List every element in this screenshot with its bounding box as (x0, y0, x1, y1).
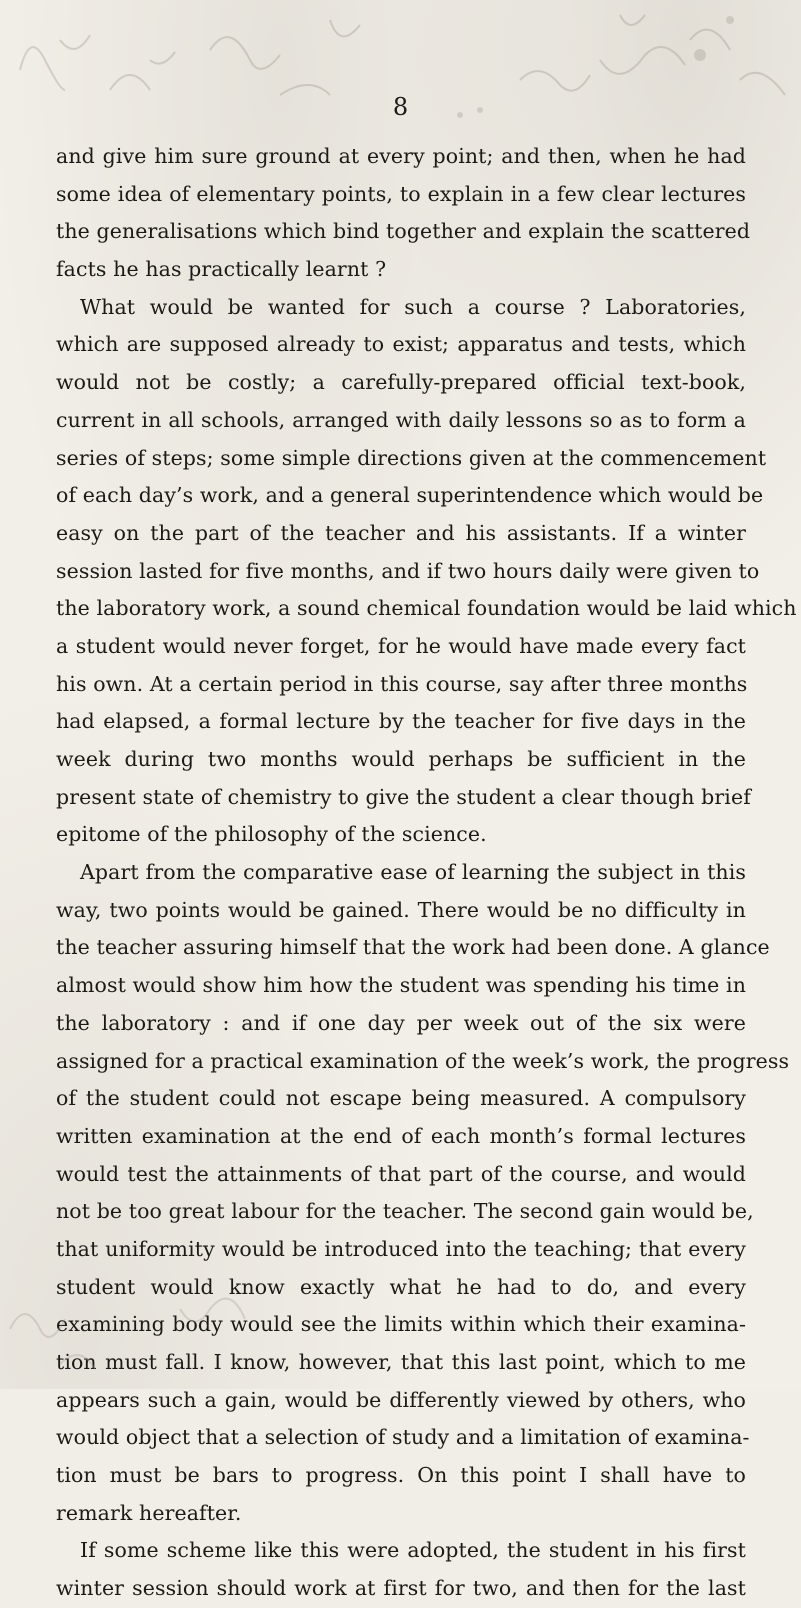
text-line: which are supposed already to exist; apparatus and tests, which (56, 332, 746, 357)
text-line: examining body would see the limits within which their examina- (56, 1312, 746, 1337)
text-line: present state of chemistry to give the student a clear though brief (56, 784, 751, 809)
text-line: tion must fall. I know, however, that this last point, which to me (56, 1350, 746, 1374)
body-text (56, 138, 797, 1608)
text-line: epitome of the philosophy of the science. (56, 822, 487, 847)
text-line: had elapsed, a formal lecture by the teacher for five days in the (56, 709, 746, 734)
text-line: What would be wanted for such a course ? Laboratories, (80, 294, 746, 319)
text-line: the laboratory : and if one day per week out of the six were (56, 1010, 746, 1035)
text-line: not be too great labour for the teacher. The second gain would be, (56, 1199, 754, 1224)
text-line: almost would show him how the student was spending his time in (56, 973, 746, 998)
text-line: written examination at the end of each month’s formal lectures (56, 1123, 746, 1148)
text-line: session lasted for five months, and if two hours daily were given to (56, 558, 760, 583)
text-line: student would know exactly what he had to do, and every (56, 1274, 746, 1299)
text-line: tion must be bars to progress. On this point I shall have to (56, 1463, 746, 1488)
text-line: would test the attainments of that part of the course, and would (56, 1161, 746, 1186)
text-line: the teacher assuring himself that the work had been done. A glance (56, 935, 770, 960)
page-number: 8 (392, 93, 409, 121)
text-line: the laboratory work, a sound chemical foundation would be laid which (56, 596, 797, 621)
text-line: winter session should work at first for two, and then for the last (56, 1576, 746, 1601)
text-line: and give him sure ground at every point; and then, when he had (56, 144, 746, 168)
text-line: appears such a gain, would be differently viewed by others, who (56, 1387, 746, 1412)
text-line: current in all schools, arranged with daily lessons so as to form a (56, 407, 746, 432)
text-line: some idea of elementary points, to explain in a few clear lectures (56, 181, 746, 206)
text-line: facts he has practically learnt ? (56, 257, 387, 282)
text-line: way, two points would be gained. There would be no difficulty in (56, 897, 746, 922)
text-line: would object that a selection of study and a limitation of examina- (56, 1425, 750, 1450)
text-line: series of steps; some simple directions given at the commencement (56, 445, 767, 470)
text-line: If some scheme like this were adopted, the student in his first (80, 1538, 746, 1563)
text-line: would not be costly; a carefully-prepared official text-book, (56, 370, 746, 395)
text-line: easy on the part of the teacher and his assistants. If a winter (56, 520, 746, 545)
text-line: that uniformity would be introduced into the teaching; that every (56, 1236, 746, 1261)
text-line: remark hereafter. (56, 1500, 242, 1525)
text-line: assigned for a practical examination of the week’s work, the progress (56, 1048, 790, 1073)
text-line: Apart from the comparative ease of learning the subject in this (80, 860, 746, 885)
text-line: a student would never forget, for he would have made every fact (56, 633, 746, 658)
text-line: the generalisations which bind together and explain the scattered (56, 219, 751, 244)
text-line: week during two months would perhaps be sufficient in the (56, 747, 746, 771)
text-line: of the student could not escape being measured. A compulsory (56, 1086, 746, 1111)
text-line: of each day’s work, and a general superintendence which would be (56, 483, 764, 508)
text-line: his own. At a certain period in this course, say after three months (56, 671, 748, 696)
